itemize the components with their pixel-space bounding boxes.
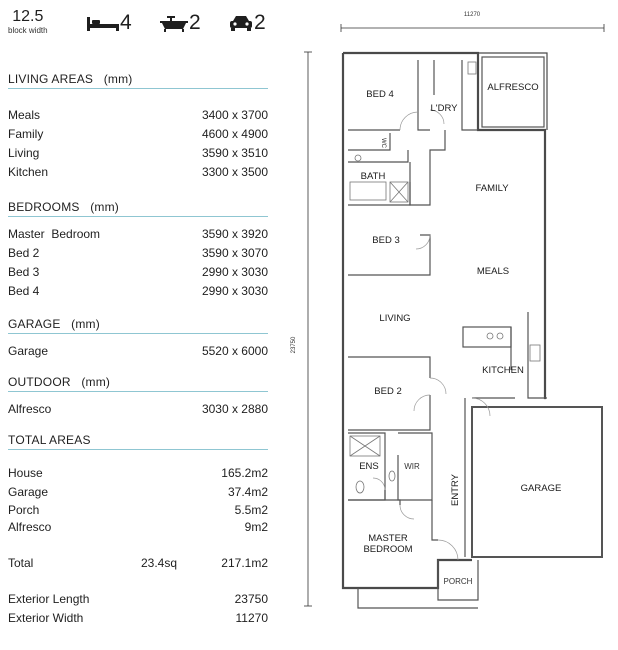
section-unit: (mm) [103,72,133,86]
total-value: 217.1m2 [221,556,268,570]
spec-row [8,163,268,182]
section-title: OUTDOOR [8,375,71,389]
row-label: Alfresco [8,520,52,534]
spec-row [8,244,268,263]
room-label-bed3: BED 3 [372,235,400,246]
spec-row [8,519,268,536]
row-value: 3590 x 3920 [201,227,268,241]
total-label: Total [8,556,34,570]
spec-row [8,106,268,125]
spec-row [8,609,268,628]
section-unit: (mm) [90,200,120,214]
row-label: Living [8,146,40,160]
row-label: Family [8,127,44,141]
section-title: BEDROOMS [8,200,80,214]
row-label: Kitchen [8,165,49,179]
row-value: 4600 x 4900 [201,127,268,141]
room-label-master-line1: MASTER [368,533,408,544]
room-label-family: FAMILY [475,183,509,194]
bed-icon [86,16,120,32]
section-unit: (mm) [81,375,111,389]
length-dimension-label: 23750 [291,336,297,354]
row-value: 3030 x 2880 [201,402,268,416]
bathroom-count-value: 2 [189,11,201,34]
bedroom-count [86,12,132,34]
car-count [228,12,266,34]
room-label-meals: MEALS [476,266,510,277]
room-label-bath: BATH [360,171,386,182]
row-value: 11270 [235,611,268,625]
living-areas-section [8,72,268,182]
row-value: 3590 x 3510 [201,146,268,160]
width-dimension [341,24,604,32]
room-label-ensuite: ENS [359,461,379,472]
total-areas-section [8,433,268,573]
section-heading [8,317,268,333]
car-count-value: 2 [254,11,266,34]
row-label: House [8,466,43,480]
spec-row [8,590,268,609]
row-value: 5.5m2 [234,503,268,517]
row-label: Bed 3 [8,265,40,279]
room-label-wc: WC [380,138,386,148]
car-icon [228,14,254,32]
outdoor-section [8,375,268,419]
block-width-label: block width [8,26,48,35]
row-label: Master Bedroom [8,227,101,241]
spec-row [8,125,268,144]
spec-row [8,342,268,361]
exterior-section [8,590,268,628]
row-value: 3400 x 3700 [201,108,268,122]
row-value: 3300 x 3500 [201,165,268,179]
row-label: Exterior Width [8,611,84,625]
spec-row [8,225,268,244]
block-width-value: 12.5 [12,8,44,25]
total-squares: 23.4sq [141,556,178,570]
bath-icon [159,14,189,32]
room-label-laundry: L'DRY [430,103,458,114]
room-label-bed2: BED 2 [374,386,402,397]
spec-row [8,282,268,301]
bedroom-count-value: 4 [120,11,132,34]
row-value: 5520 x 6000 [201,344,268,358]
room-label-garage: GARAGE [520,483,562,494]
row-label: Meals [8,108,41,122]
row-value: 37.4m2 [227,485,268,499]
spec-row [8,263,268,282]
spec-row [8,483,268,502]
block-width [8,8,48,36]
property-stats [0,0,290,46]
bedrooms-section [8,200,268,301]
room-label-master-line2: BEDROOM [363,544,413,555]
row-label: Garage [8,344,49,358]
spec-row [8,400,268,419]
room-label-entry: ENTRY [450,473,461,507]
room-label-wir: WIR [404,462,420,471]
section-heading [8,200,268,216]
section-title: GARAGE [8,317,61,331]
floor-plan [291,0,618,650]
row-label: Alfresco [8,402,52,416]
room-label-bed4: BED 4 [366,89,394,100]
section-heading [8,433,268,449]
section-heading [8,375,268,391]
section-title: TOTAL AREAS [8,433,91,447]
row-value: 3590 x 3070 [201,246,268,260]
room-label-kitchen: KITCHEN [482,365,524,376]
total-row [8,554,268,573]
width-dimension-label: 11270 [463,12,481,18]
garage-section [8,317,268,361]
section-title: LIVING AREAS [8,72,94,86]
row-value: 2990 x 3030 [201,265,268,279]
room-label-alfresco: ALFRESCO [487,82,539,93]
bathroom-count [159,12,201,34]
section-heading [8,72,268,88]
spec-row [8,464,268,483]
spec-row [8,502,268,519]
row-value: 165.2m2 [221,466,268,480]
length-dimension [304,52,312,606]
room-label-porch: PORCH [443,577,473,586]
row-label: Exterior Length [8,592,90,606]
row-label: Porch [8,503,40,517]
spec-row [8,144,268,163]
row-value: 23750 [234,592,268,606]
section-unit: (mm) [71,317,100,331]
row-label: Bed 2 [8,246,40,260]
row-value: 9m2 [244,520,268,534]
room-label-living: LIVING [379,313,411,324]
row-value: 2990 x 3030 [201,284,268,298]
row-label: Bed 4 [8,284,40,298]
row-label: Garage [8,485,49,499]
